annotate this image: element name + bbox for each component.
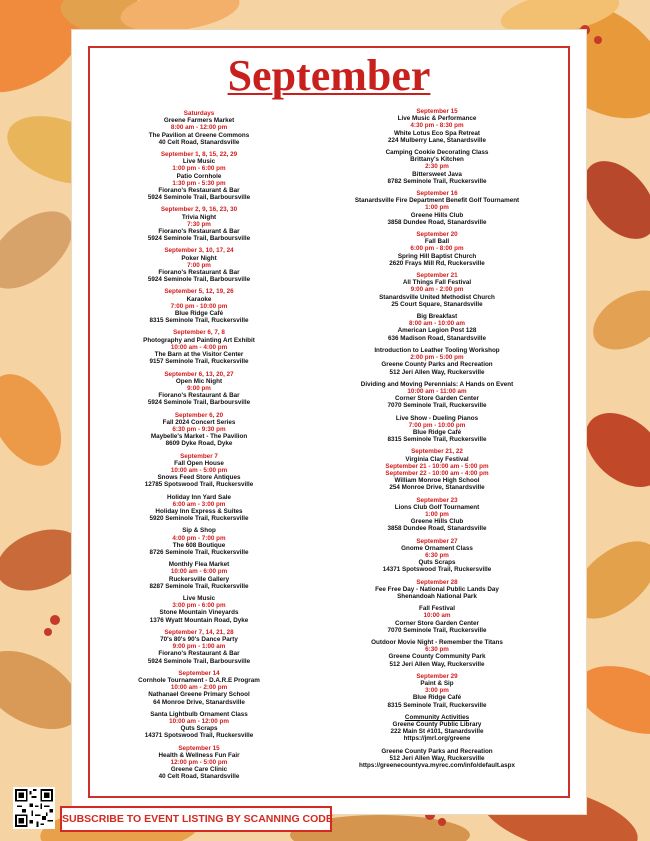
- event-detail: Photography and Painting Art Exhibit: [143, 336, 255, 344]
- event-block: [318, 714, 556, 743]
- event-block: [318, 272, 556, 308]
- event-detail: Community Activities: [404, 713, 470, 721]
- event-block: [80, 711, 318, 740]
- event-detail: The Pavilion at Greene Commons: [148, 131, 250, 139]
- event-detail: American Legion Post 128: [397, 327, 477, 335]
- event-date-time: 9:00 pm: [187, 384, 211, 392]
- event-block: [318, 448, 556, 491]
- event-date-time: September 7, 14, 21, 28: [164, 628, 234, 636]
- event-block: [80, 329, 318, 365]
- event-detail: Holiday Inn Express & Suites: [155, 507, 243, 515]
- event-detail: Greene Hills Club: [410, 518, 464, 526]
- event-detail: 12785 Spotswood Trail, Ruckersville: [144, 481, 254, 489]
- event-detail: Cornhole Tournament - D.A.R.E Program: [138, 677, 260, 685]
- event-detail: Maybelle's Market - The Pavilion: [150, 433, 248, 441]
- event-detail: Greene Farmers Market: [163, 117, 235, 125]
- event-detail: 8287 Seminole Trail, Ruckersville: [149, 582, 249, 590]
- subscribe-banner[interactable]: SUBSCRIBE TO EVENT LISTING BY SCANNING CODE: [60, 806, 332, 832]
- event-date-time: 6:30 pm: [425, 551, 449, 559]
- event-detail: Trivia Night: [181, 213, 217, 221]
- event-block: [318, 415, 556, 444]
- event-detail: Fiorano's Restaurant & Bar: [158, 392, 240, 400]
- event-block: [318, 673, 556, 709]
- event-block: [80, 494, 318, 523]
- event-detail: 8315 Seminole Trail, Ruckersville: [149, 317, 249, 325]
- event-detail: Fall Open House: [174, 459, 224, 467]
- event-block: [318, 190, 556, 226]
- event-detail: Live Show - Dueling Pianos: [395, 414, 479, 422]
- event-date-time: 2:30 pm: [425, 163, 449, 171]
- event-detail: 512 Jeri Allen Way, Ruckersville: [389, 368, 485, 376]
- event-detail: Virginia Clay Festival: [405, 455, 469, 463]
- event-date-time: September 27: [416, 537, 458, 545]
- event-date-time: September 2, 9, 16, 23, 30: [160, 206, 238, 214]
- event-block: [80, 629, 318, 665]
- event-detail: 8609 Dyke Road, Dyke: [165, 440, 233, 448]
- event-date-time: 8:00 am - 12:00 pm: [170, 124, 228, 132]
- event-detail: Fall Ball: [424, 238, 450, 246]
- event-block: [80, 561, 318, 590]
- event-date-time: September 21 - 10:00 am - 5:00 pm: [385, 462, 489, 470]
- event-detail: Fee Free Day - National Public Lands Day: [375, 585, 499, 593]
- event-detail: Fall Festival: [418, 605, 456, 613]
- event-date-time: 6:30 pm - 9:30 pm: [172, 425, 226, 433]
- event-date-time: 10:00 am - 11:00 am: [407, 387, 467, 395]
- event-detail: 40 Celt Road, Stanardsville: [158, 138, 240, 146]
- event-date-time: 1:00 pm: [425, 204, 449, 212]
- event-detail: Greene Care Clinic: [170, 766, 228, 774]
- event-block: [318, 579, 556, 601]
- event-block: [318, 497, 556, 533]
- event-detail: All Things Fall Festival: [402, 279, 472, 287]
- event-block: [80, 151, 318, 201]
- event-date-time: 3:00 pm - 6:00 pm: [172, 602, 226, 610]
- event-detail: Stone Mountain Vineyards: [159, 609, 239, 617]
- event-date-time: 6:00 pm - 8:00 pm: [410, 245, 464, 253]
- event-detail: 7070 Seminole Trail, Ruckersville: [387, 402, 487, 410]
- event-block: [318, 538, 556, 574]
- event-date-time: 6:30 pm: [425, 646, 449, 654]
- event-detail: Paint & Sip: [420, 680, 454, 688]
- event-detail: Camping Cookie Decorating Class: [385, 149, 489, 157]
- event-detail: Blue Ridge Café: [412, 428, 462, 436]
- event-block: [318, 639, 556, 668]
- event-detail: Greene County Parks and Recreation: [381, 361, 493, 369]
- event-date-time: September 21: [416, 272, 458, 280]
- event-date-time: September 1, 8, 15, 22, 29: [160, 151, 238, 159]
- event-block: [80, 371, 318, 407]
- event-block: [318, 748, 556, 770]
- event-detail: 5920 Seminole Trail, Ruckersville: [149, 515, 249, 523]
- event-date-time: 10:00 am - 6:00 pm: [170, 568, 228, 576]
- event-detail: 224 Mulberry Lane, Stanardsville: [388, 136, 486, 144]
- event-detail: Santa Lightbulb Ornament Class: [150, 710, 248, 718]
- event-block: [80, 110, 318, 146]
- event-detail: Fiorano's Restaurant & Bar: [158, 187, 240, 195]
- event-detail: Snows Feed Store Antiques: [157, 474, 241, 482]
- event-block: [318, 108, 556, 144]
- event-detail: Greene County Community Park: [388, 653, 486, 661]
- event-detail: 64 Monroe Drive, Stanardsville: [153, 698, 245, 706]
- event-block: [80, 527, 318, 556]
- event-date-time: 10:00 am - 5:00 pm: [170, 466, 228, 474]
- event-date-time: September 6, 13, 20, 27: [164, 370, 234, 378]
- event-detail: Lions Club Golf Tournament: [394, 503, 480, 511]
- event-date-time: September 28: [416, 578, 458, 586]
- event-detail: Bittersweet Java: [412, 170, 462, 178]
- event-detail: Brittany's Kitchen: [410, 156, 464, 164]
- events-column-left: [80, 110, 318, 786]
- event-detail: Live Music: [182, 158, 216, 166]
- event-date-time: 2:00 pm - 5:00 pm: [410, 354, 464, 362]
- event-detail: 5924 Seminole Trail, Barboursville: [147, 399, 251, 407]
- event-date-time: September 14: [178, 669, 220, 677]
- event-detail: Greene County Parks and Recreation: [381, 747, 493, 755]
- event-detail: The Barn at the Visitor Center: [154, 351, 244, 359]
- event-detail: Shenandoah National Park: [397, 592, 477, 600]
- event-date-time: September 15: [178, 744, 220, 752]
- event-block: [318, 231, 556, 267]
- event-detail: https://jmrl.org/greene: [403, 735, 471, 743]
- event-date-time: 4:30 pm - 8:30 pm: [410, 122, 464, 130]
- event-detail: Poker Night: [181, 254, 217, 262]
- event-detail: 2620 Frays Mill Rd, Ruckersville: [389, 259, 485, 267]
- event-date-time: September 22 - 10:00 am - 4:00 pm: [385, 469, 489, 477]
- event-date-time: 8:00 am - 10:00 am: [408, 320, 465, 328]
- page-title: September: [227, 51, 431, 100]
- event-detail: Fiorano's Restaurant & Bar: [158, 228, 240, 236]
- event-detail: 8782 Seminole Trail, Ruckersville: [387, 177, 487, 185]
- event-date-time: September 5, 12, 19, 26: [164, 288, 234, 296]
- event-detail: Nathanael Greene Primary School: [148, 691, 250, 699]
- event-detail: Outdoor Movie Night - Remember the Titans: [371, 639, 503, 646]
- event-date-time: 9:00 pm - 1:00 am: [172, 643, 226, 651]
- event-detail: 5924 Seminole Trail, Barboursville: [147, 276, 251, 284]
- event-date-time: 7:30 pm: [187, 220, 211, 228]
- event-date-time: 10:00 am: [423, 612, 451, 620]
- event-detail: Live Music: [182, 594, 216, 602]
- qr-code-icon[interactable]: [13, 787, 55, 829]
- event-date-time: 10:00 am - 2:00 pm: [170, 684, 228, 692]
- event-date-time: 3:00 pm: [425, 687, 449, 695]
- event-detail: 222 Main St #101, Stanardsville: [390, 728, 484, 736]
- event-detail: Monthly Flea Market: [168, 561, 230, 569]
- event-block: [318, 347, 556, 376]
- event-date-time: 1:00 pm - 6:00 pm: [172, 165, 226, 173]
- event-block: [80, 412, 318, 448]
- event-detail: Holiday Inn Yard Sale: [167, 493, 231, 501]
- event-date-time: September 16: [416, 190, 458, 198]
- event-detail: Blue Ridge Café: [174, 310, 224, 318]
- event-detail: 512 Jeri Allen Way, Ruckersville: [389, 754, 485, 762]
- event-detail: Corner Store Garden Center: [395, 395, 479, 403]
- event-date-time: 4:00 pm - 7:00 pm: [172, 534, 226, 542]
- event-block: [80, 206, 318, 242]
- event-date-time: 7:00 pm - 10:00 pm: [408, 421, 466, 429]
- event-date-time: September 6, 20: [174, 411, 224, 419]
- event-date-time: 9:00 am - 2:00 pm: [410, 286, 464, 294]
- event-detail: 8726 Seminole Trail, Ruckersville: [149, 548, 249, 556]
- event-detail: William Monroe High School: [394, 477, 480, 485]
- calendar-panel: [72, 30, 586, 814]
- event-detail: Fiorano's Restaurant & Bar: [158, 650, 240, 658]
- event-detail: Spring Hill Baptist Church: [397, 252, 477, 260]
- event-date-time: 7:00 pm - 10:00 pm: [170, 302, 228, 310]
- event-detail: Corner Store Garden Center: [395, 619, 479, 627]
- event-detail: 9157 Seminole Trail, Ruckersville: [149, 358, 249, 366]
- event-detail: Blue Ridge Café: [412, 694, 462, 702]
- event-detail: Stanardsville Fire Department Benefit Golf Tournament: [354, 197, 520, 205]
- event-date-time: September 20: [416, 231, 458, 239]
- event-detail: 1376 Wyatt Mountain Road, Dyke: [149, 616, 249, 624]
- event-detail: Greene County Public Library: [392, 721, 482, 729]
- event-detail: Open Mic Night: [175, 377, 223, 385]
- event-block: [318, 149, 556, 185]
- event-date-time: 7:00 pm: [187, 261, 211, 269]
- event-date-time: September 3, 10, 17, 24: [164, 247, 234, 255]
- event-detail: 40 Celt Road, Stanardsville: [158, 773, 240, 781]
- event-detail: Ruckersville Gallery: [168, 575, 230, 583]
- event-date-time: Saturdays: [183, 110, 215, 117]
- event-block: [80, 745, 318, 781]
- event-detail: Introduction to Leather Tooling Workshop: [374, 346, 500, 354]
- event-block: [80, 288, 318, 324]
- event-detail: 14371 Spotswood Trail, Ruckersville: [382, 566, 492, 574]
- event-detail: Live Music & Performance: [397, 115, 477, 123]
- event-detail: 5924 Seminole Trail, Barboursville: [147, 194, 251, 202]
- event-detail: Gnome Ornament Class: [401, 544, 473, 552]
- event-detail: Quts Scraps: [180, 725, 218, 733]
- event-date-time: 1:30 pm - 5:30 pm: [172, 179, 226, 187]
- event-date-time: 10:00 am - 12:00 pm: [169, 718, 229, 726]
- event-detail: 254 Monroe Drive, Stanardsville: [389, 484, 485, 492]
- event-detail: 8315 Seminole Trail, Ruckersville: [387, 701, 487, 709]
- event-detail: 70's 80's 90's Dance Party: [160, 636, 238, 643]
- event-date-time: September 15: [416, 108, 458, 115]
- event-detail: Stanardsville United Methodist Church: [379, 293, 495, 301]
- event-detail: Greene Hills Club: [410, 211, 464, 219]
- event-detail: 25 Court Square, Stanardsville: [391, 300, 483, 308]
- event-date-time: September 29: [416, 672, 458, 680]
- event-date-time: 12:00 pm - 5:00 pm: [170, 759, 228, 767]
- event-date-time: September 7: [180, 452, 218, 460]
- event-detail: 14371 Spotswood Trail, Ruckersville: [144, 732, 254, 740]
- event-detail: https://greenecountyva.myrec.com/info/default.aspx: [358, 762, 516, 770]
- event-detail: 512 Jeri Allen Way, Ruckersville: [389, 660, 485, 668]
- event-detail: Quts Scraps: [418, 559, 456, 567]
- event-detail: Fiorano's Restaurant & Bar: [158, 269, 240, 277]
- event-detail: 7070 Seminole Trail, Ruckersville: [387, 626, 487, 634]
- event-block: [80, 453, 318, 489]
- event-date-time: September 23: [416, 496, 458, 504]
- event-detail: 5924 Seminole Trail, Barboursville: [147, 657, 251, 665]
- event-detail: Health & Wellness Fun Fair: [158, 751, 240, 759]
- event-block: [80, 595, 318, 624]
- event-detail: Patio Cornhole: [176, 172, 222, 180]
- event-detail: Karaoke: [186, 295, 212, 303]
- event-detail: Fall 2024 Concert Series: [162, 418, 236, 426]
- event-detail: 8315 Seminole Trail, Ruckersville: [387, 436, 487, 444]
- event-detail: 5924 Seminole Trail, Barboursville: [147, 235, 251, 243]
- event-block: [80, 247, 318, 283]
- event-block: [318, 313, 556, 342]
- event-date-time: September 6, 7, 8: [173, 329, 225, 337]
- event-date-time: 1:00 pm: [425, 510, 449, 518]
- event-detail: Big Breakfast: [416, 313, 458, 321]
- events-column-right: [318, 108, 556, 774]
- event-block: [318, 381, 556, 410]
- event-detail: The 608 Boutique: [172, 541, 226, 549]
- event-detail: 3858 Dundee Road, Stanardsville: [387, 218, 487, 226]
- event-detail: 636 Madison Road, Stanardsville: [388, 334, 486, 342]
- event-block: [318, 605, 556, 634]
- event-block: [80, 670, 318, 706]
- event-date-time: 10:00 am - 4:00 pm: [170, 343, 228, 351]
- event-detail: 3858 Dundee Road, Stanardsville: [387, 525, 487, 533]
- event-detail: Dividing and Moving Perennials: A Hands on Event: [360, 380, 514, 388]
- event-detail: Sip & Shop: [182, 527, 216, 535]
- event-detail: White Lotus Eco Spa Retreat: [393, 129, 481, 137]
- event-date-time: 6:00 am - 3:00 pm: [172, 500, 226, 508]
- event-date-time: September 21, 22: [411, 448, 463, 456]
